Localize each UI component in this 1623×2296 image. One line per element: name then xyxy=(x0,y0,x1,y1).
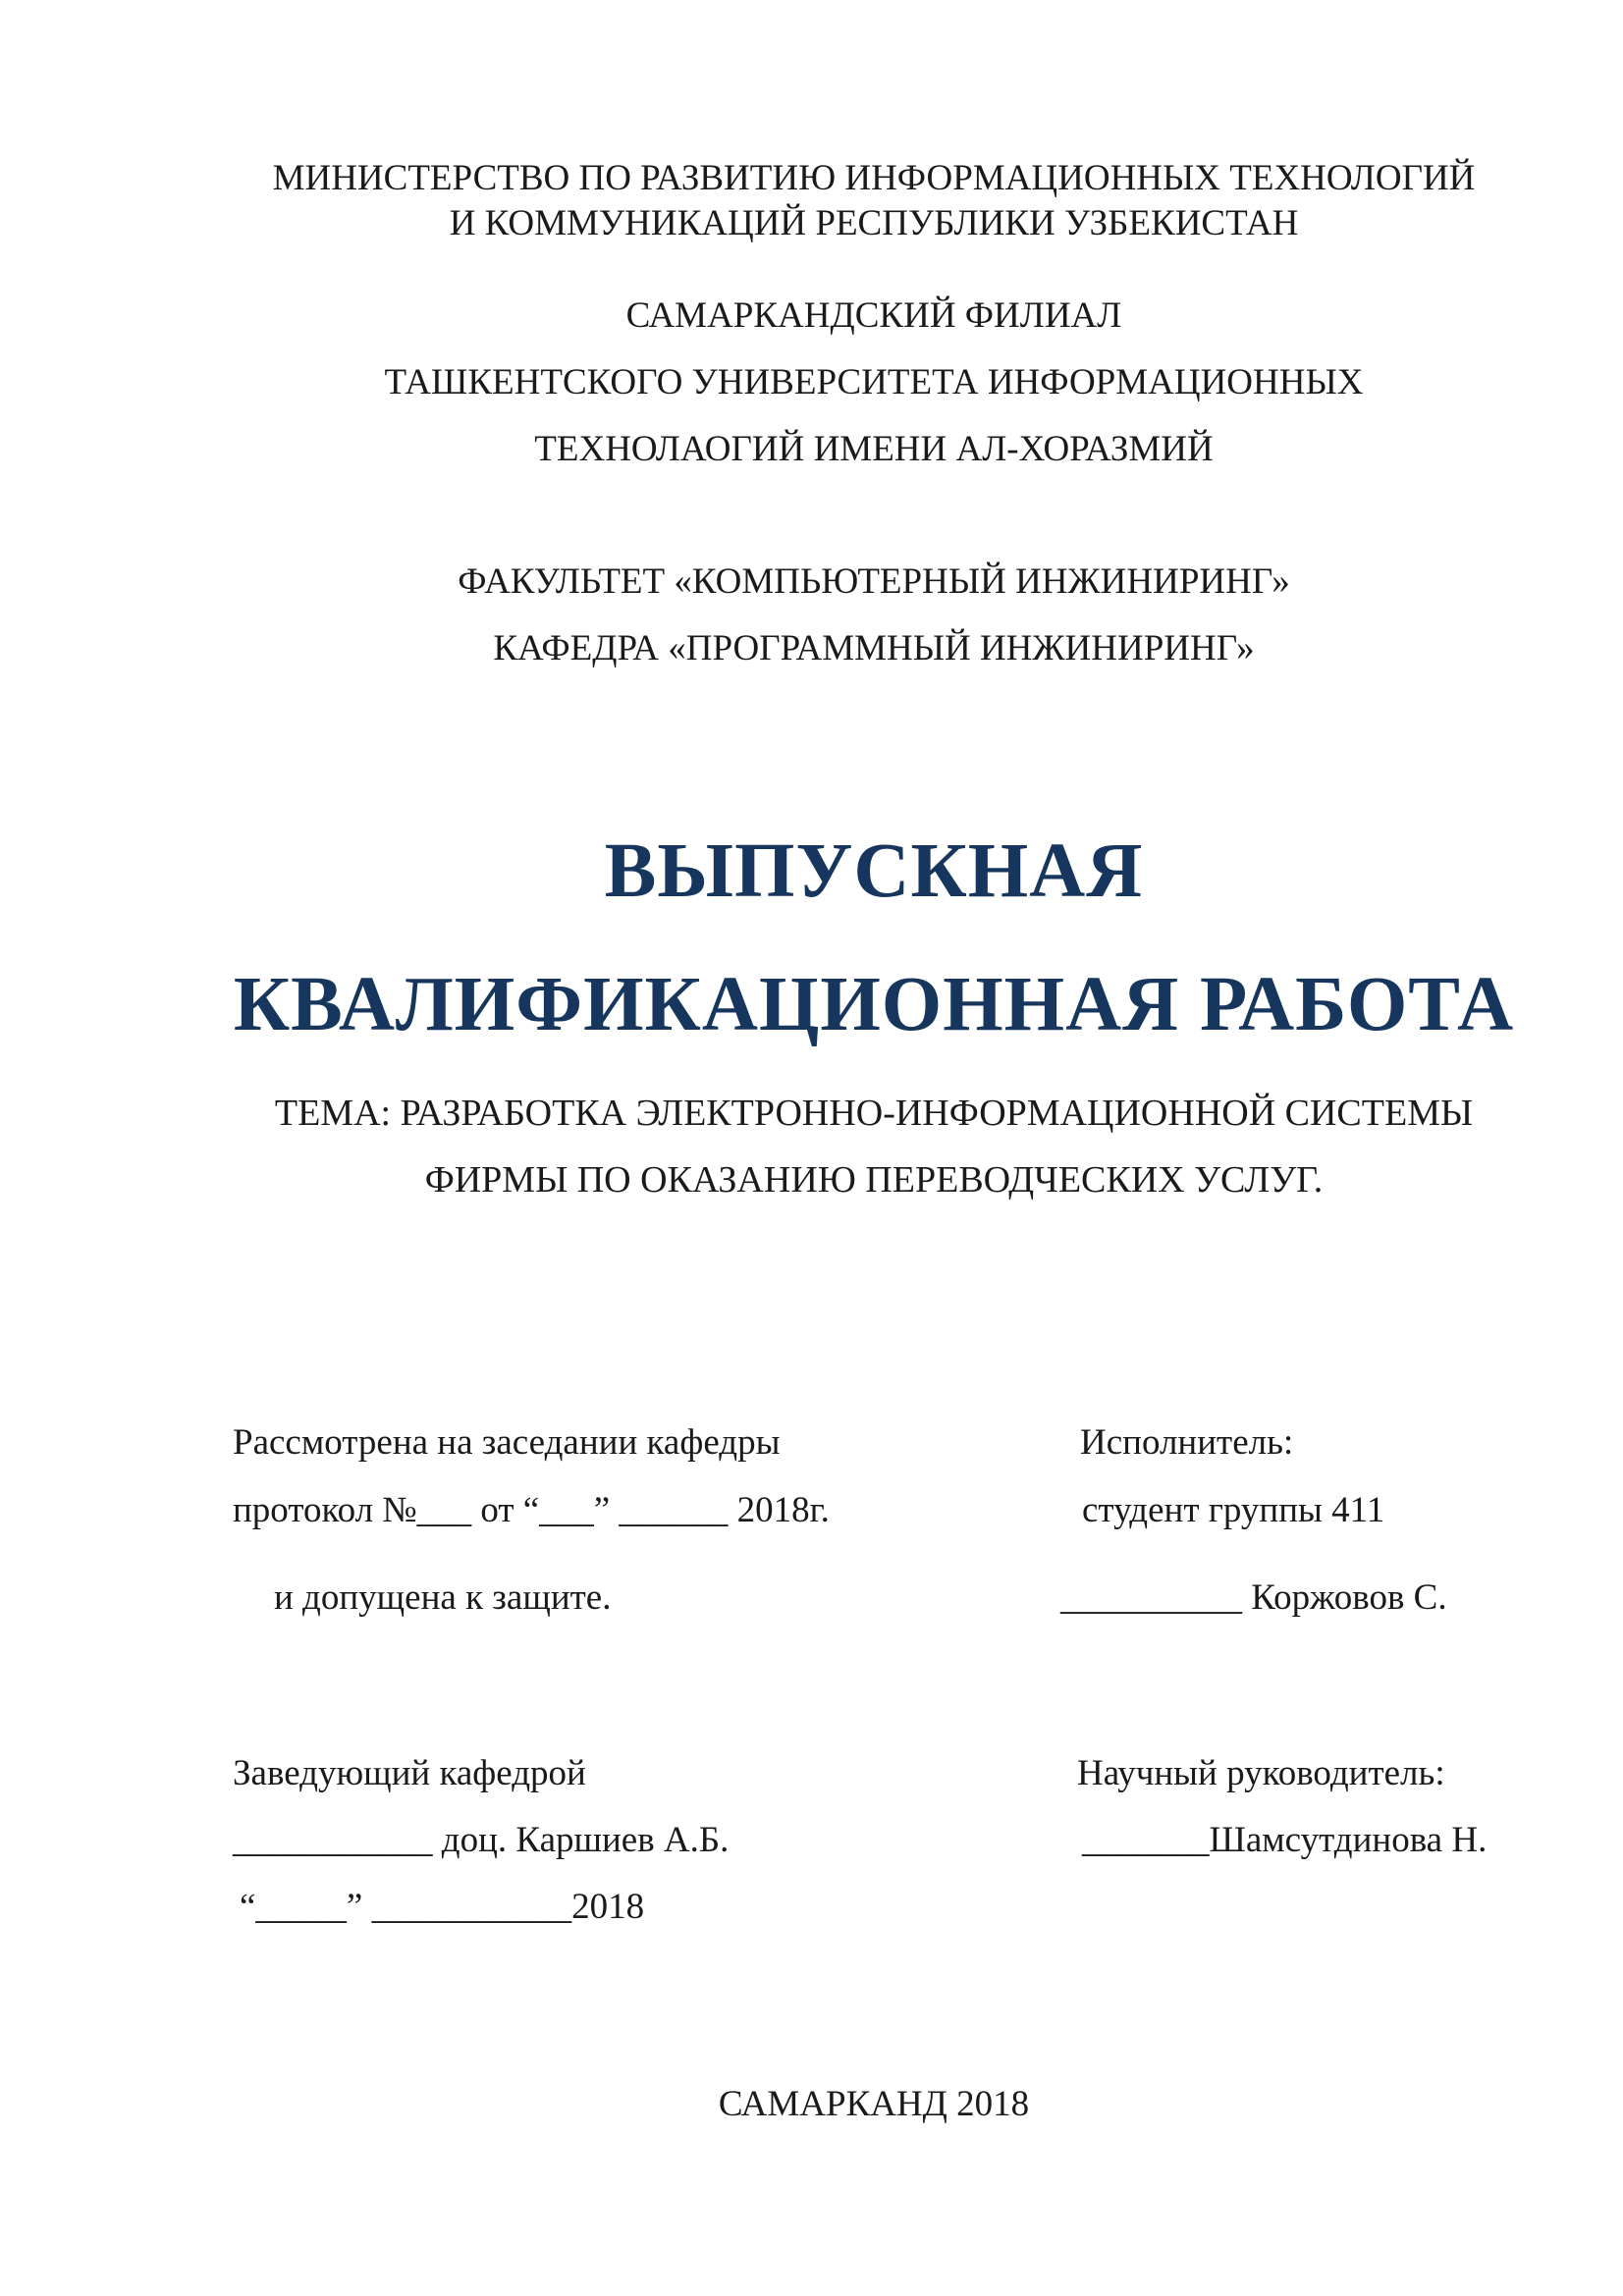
head-of-department-date: “_____” ___________2018 xyxy=(240,1887,645,1927)
supervisor-name: _______Шамсутдинова Н. xyxy=(1082,1820,1488,1860)
executor-name: __________ Коржовов С. xyxy=(1060,1577,1447,1618)
city-year: САМАРКАНД 2018 xyxy=(718,2084,1030,2124)
branch-line-2: ТАШКЕНТСКОГО УНИВЕРСИТЕТА ИНФОРМАЦИОННЫХ xyxy=(384,362,1364,402)
executor-label: Исполнитель: xyxy=(1080,1422,1294,1463)
approval-admitted: и допущена к защите. xyxy=(274,1577,612,1618)
branch-line-1: САМАРКАНДСКИЙ ФИЛИАЛ xyxy=(625,295,1122,336)
approval-considered: Рассмотрена на заседании кафедры xyxy=(233,1422,781,1463)
document-title-line-2: КВАЛИФИКАЦИОННАЯ РАБОТА xyxy=(233,962,1515,1047)
ministry-line-1: МИНИСТЕРСТВО ПО РАЗВИТИЮ ИНФОРМАЦИОННЫХ ТЕХНОЛОГИЙ xyxy=(272,158,1476,198)
faculty-line: ФАКУЛЬТЕТ «КОМПЬЮТЕРНЫЙ ИНЖИНИРИНГ» xyxy=(458,561,1290,602)
department-line: КАФЕДРА «ПРОГРАММНЫЙ ИНЖИНИРИНГ» xyxy=(493,628,1255,668)
branch-line-3: ТЕХНОЛАОГИЙ ИМЕНИ АЛ-ХОРАЗМИЙ xyxy=(534,429,1214,469)
ministry-line-2: И КОММУНИКАЦИЙ РЕСПУБЛИКИ УЗБЕКИСТАН xyxy=(449,203,1299,243)
approval-protocol: протокол №___ от “___” ______ 2018г. xyxy=(233,1490,830,1530)
topic-line-1: ТЕМА: РАЗРАБОТКА ЭЛЕКТРОННО-ИНФОРМАЦИОННОЙ СИСТЕМЫ xyxy=(274,1093,1474,1134)
executor-group: студент группы 411 xyxy=(1082,1490,1385,1530)
supervisor-label: Научный руководитель: xyxy=(1077,1753,1445,1793)
head-of-department-label: Заведующий кафедрой xyxy=(233,1753,586,1793)
head-of-department-name: ___________ доц. Каршиев А.Б. xyxy=(233,1820,730,1860)
topic-line-2: ФИРМЫ ПО ОКАЗАНИЮ ПЕРЕВОДЧЕСКИХ УСЛУГ. xyxy=(424,1159,1324,1201)
document-title-line-1: ВЫПУСКНАЯ xyxy=(604,828,1144,914)
